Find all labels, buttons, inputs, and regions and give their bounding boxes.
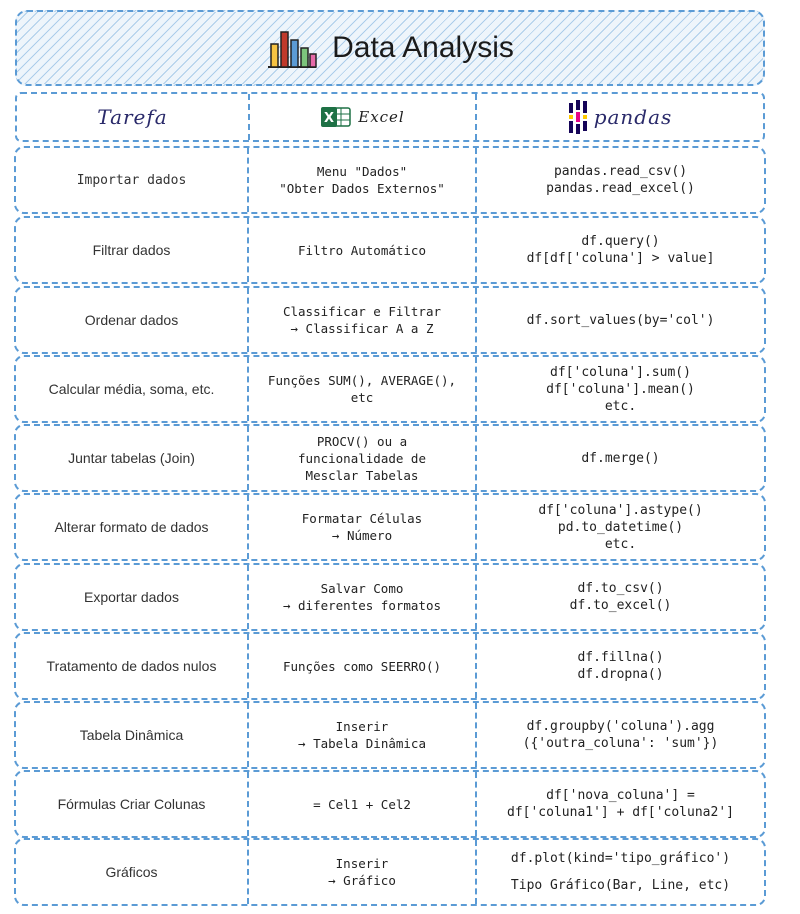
header-excel-label: Excel bbox=[358, 108, 405, 126]
pandas-cell: df.plot(kind='tipo_gráfico') Tipo Gráfico(Bar, Line, etc) bbox=[510, 851, 731, 893]
task-cell: Juntar tabelas (Join) bbox=[68, 449, 195, 466]
pandas-cell: df.to_csv() df.to_excel() bbox=[569, 581, 672, 613]
pandas-cell: df.query() df[df['coluna'] > value] bbox=[526, 234, 715, 266]
excel-cell: Formatar Células → Número bbox=[301, 511, 423, 543]
pandas-cell: pandas.read_csv() pandas.read_excel() bbox=[546, 164, 695, 196]
table-row bbox=[14, 701, 766, 769]
title-banner bbox=[15, 10, 765, 86]
excel-cell: Inserir → Gráfico bbox=[328, 856, 396, 888]
table-row bbox=[14, 493, 766, 561]
pandas-cell: df['coluna'].sum() df['coluna'].mean() etc. bbox=[546, 364, 695, 414]
pandas-cell: df.fillna() df.dropna() bbox=[577, 650, 664, 682]
header-task bbox=[17, 94, 248, 140]
header-pandas-label: pandas bbox=[593, 105, 673, 129]
table-row bbox=[14, 286, 766, 354]
excel-cell: Inserir → Tabela Dinâmica bbox=[298, 719, 426, 751]
pandas-cell: df.merge() bbox=[581, 450, 660, 466]
task-cell: Filtrar dados bbox=[92, 241, 171, 258]
pandas-cell: df['coluna'].astype() pd.to_datetime() etc. bbox=[538, 502, 703, 552]
table-row bbox=[14, 424, 766, 492]
page-title: Data Analysis bbox=[332, 31, 514, 64]
table-header bbox=[15, 92, 765, 142]
svg-text:X: X bbox=[324, 111, 335, 126]
table-row bbox=[14, 632, 766, 700]
excel-icon bbox=[320, 106, 352, 128]
excel-cell: = Cel1 + Cel2 bbox=[313, 796, 411, 812]
task-cell: Alterar formato de dados bbox=[54, 518, 209, 535]
table-row bbox=[14, 216, 766, 284]
header-pandas bbox=[477, 94, 763, 140]
table-row bbox=[14, 563, 766, 631]
task-cell: Tabela Dinâmica bbox=[79, 726, 184, 743]
task-cell: Gráficos bbox=[105, 863, 158, 880]
task-cell: Importar dados bbox=[76, 172, 187, 188]
table-row bbox=[14, 355, 766, 423]
excel-cell: Classificar e Filtrar → Classificar A a Z bbox=[282, 304, 442, 336]
task-cell: Ordenar dados bbox=[84, 311, 179, 328]
table-row bbox=[14, 770, 766, 838]
pandas-icon bbox=[568, 100, 588, 134]
excel-cell: Menu "Dados" "Obter Dados Externos" bbox=[279, 164, 445, 196]
bar-chart-icon bbox=[266, 26, 318, 70]
table-row bbox=[14, 146, 766, 214]
table-row bbox=[14, 838, 766, 906]
task-cell: Tratamento de dados nulos bbox=[46, 657, 217, 674]
excel-cell: Funções como SEERRO() bbox=[282, 658, 442, 674]
pandas-cell: df['nova_coluna'] = df['coluna1'] + df['coluna2'] bbox=[507, 788, 734, 820]
header-excel bbox=[250, 94, 475, 140]
pandas-cell: df.sort_values(by='col') bbox=[526, 312, 715, 328]
excel-cell: Filtro Automático bbox=[298, 242, 426, 258]
task-cell: Exportar dados bbox=[84, 588, 179, 605]
header-task-label: Tarefa bbox=[97, 105, 168, 129]
excel-cell: Funções SUM(), AVERAGE(), etc bbox=[267, 373, 457, 405]
pandas-cell: df.groupby('coluna').agg ({'outra_coluna': 'sum'}) bbox=[522, 719, 719, 751]
task-cell: Fórmulas Criar Colunas bbox=[57, 795, 206, 812]
excel-cell: Salvar Como → diferentes formatos bbox=[282, 581, 442, 613]
task-cell: Calcular média, soma, etc. bbox=[48, 380, 215, 397]
excel-cell: PROCV() ou a funcionalidade de Mesclar Tabelas bbox=[298, 433, 426, 483]
